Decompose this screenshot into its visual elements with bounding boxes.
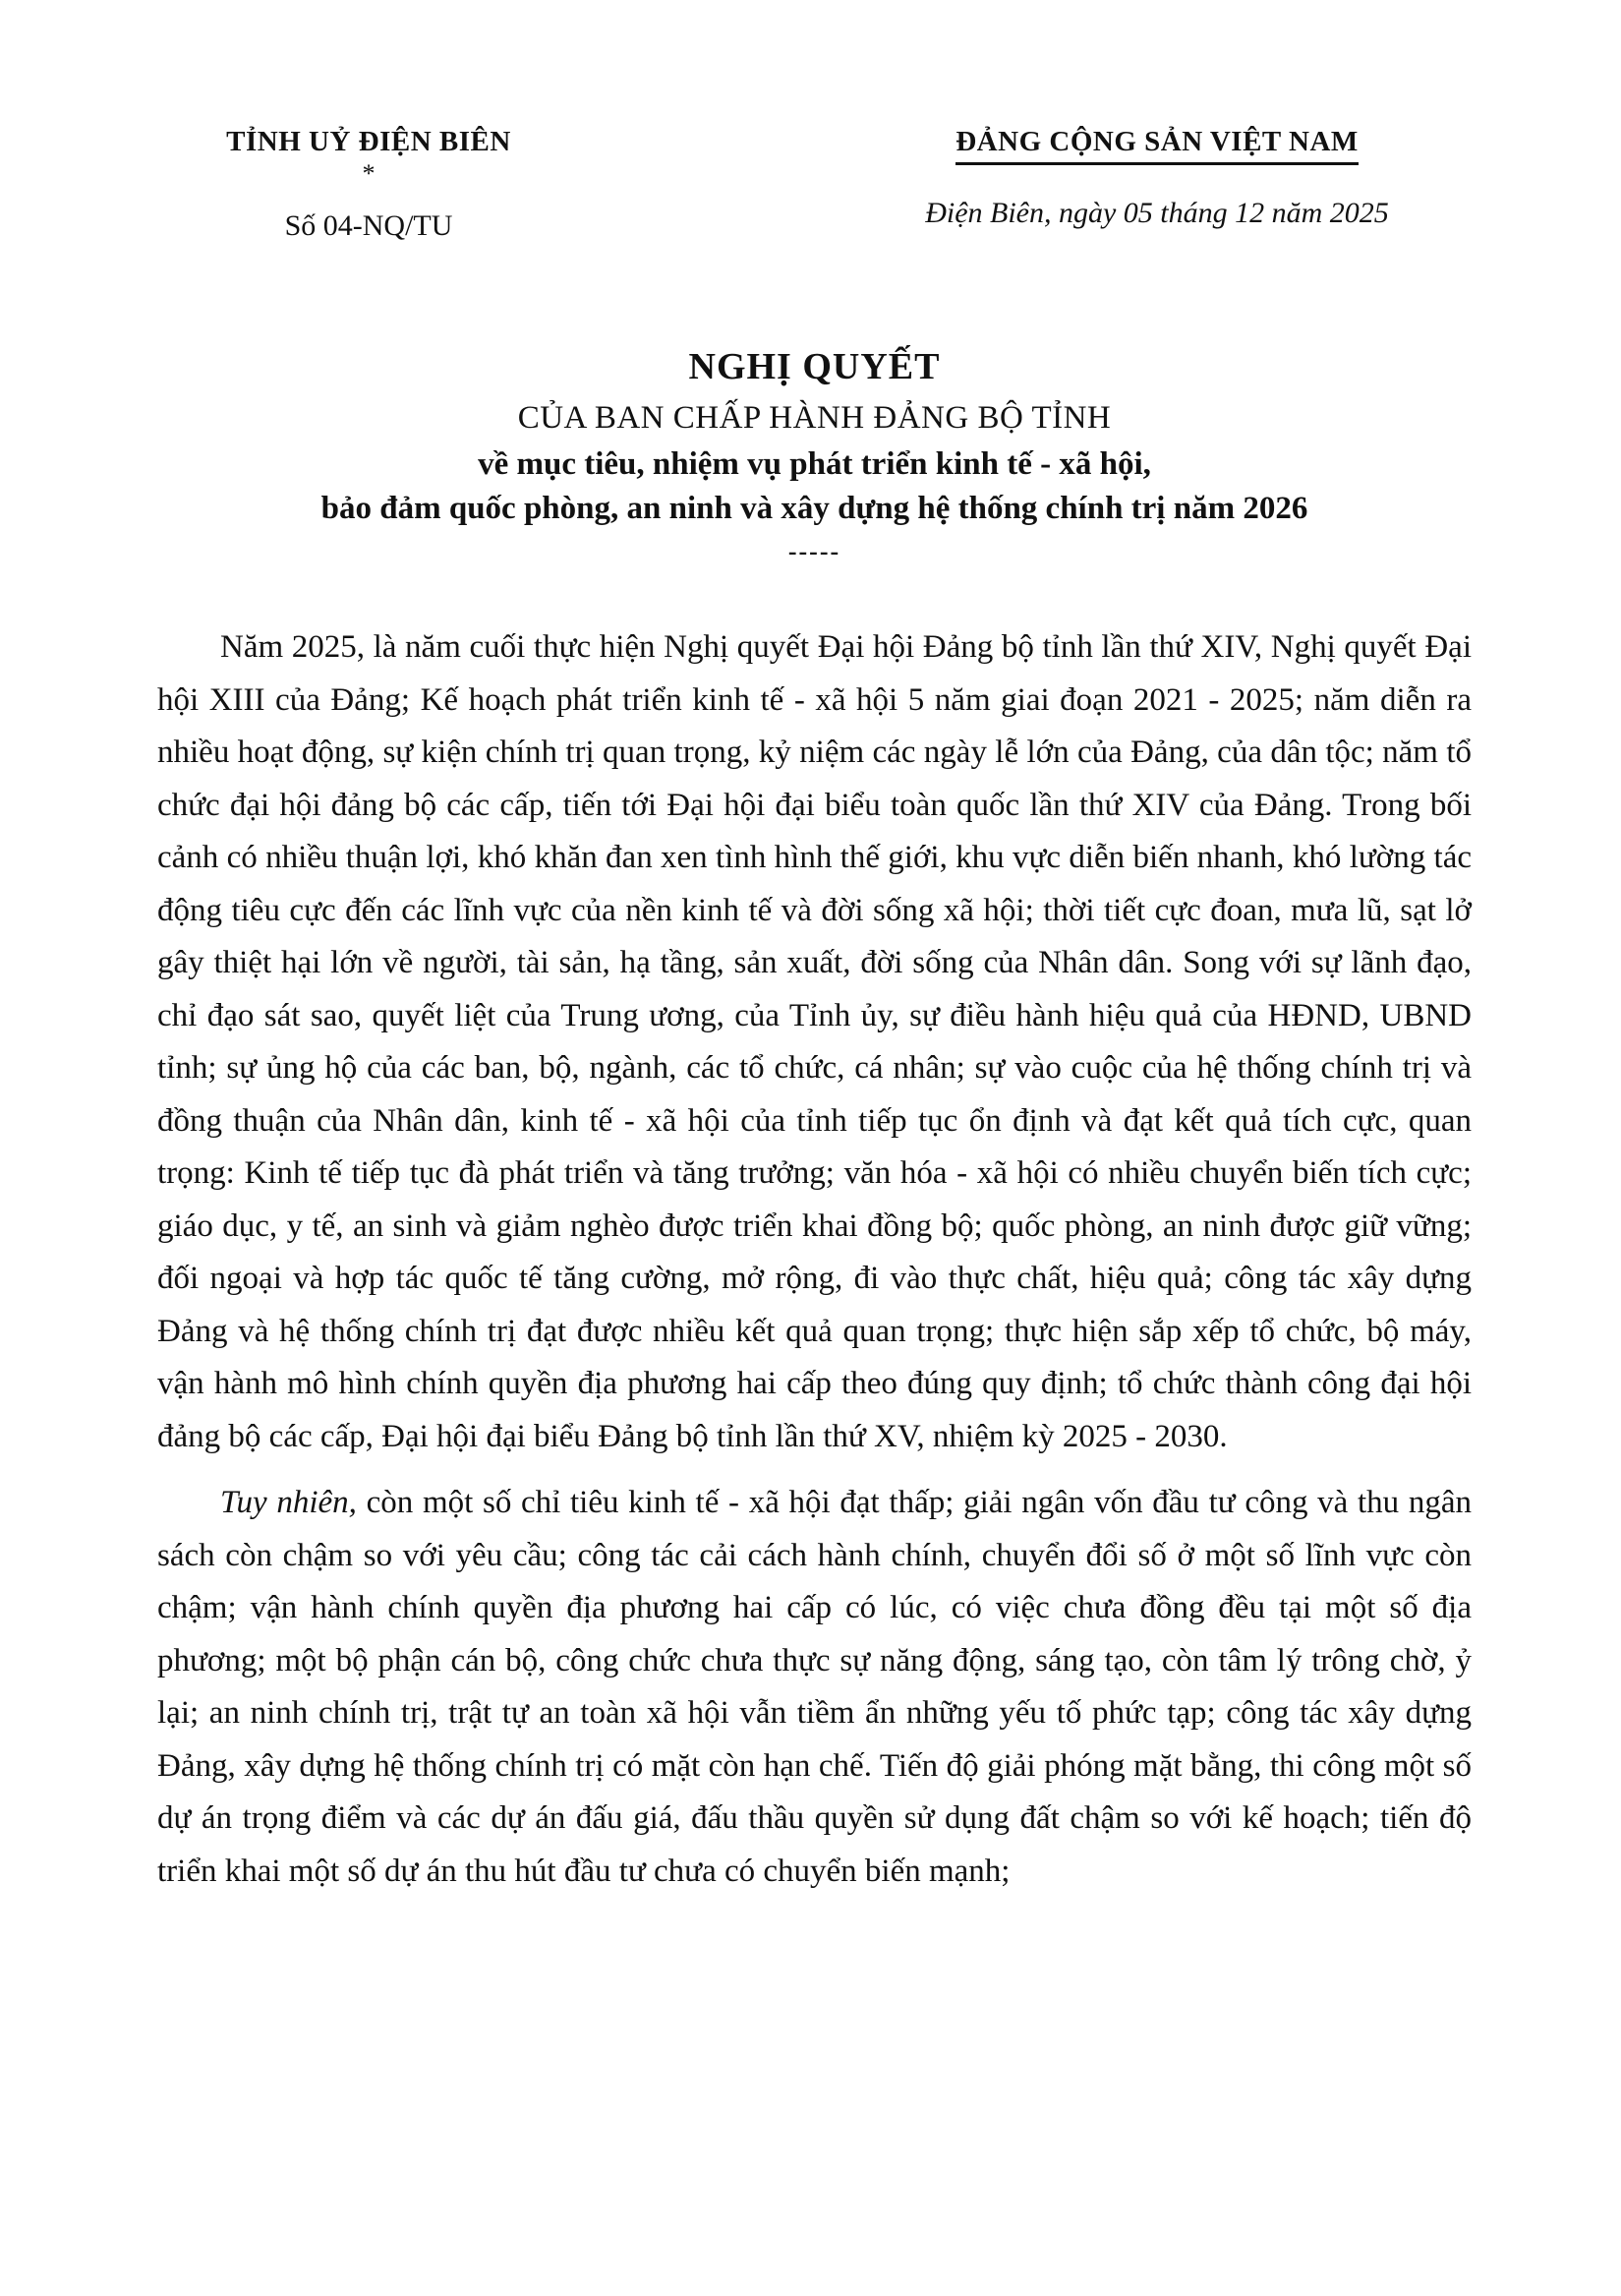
- issuing-authority-name: TỈNH UỶ ĐIỆN BIÊN: [226, 126, 511, 157]
- star-separator: *: [362, 159, 376, 188]
- national-motto-block: [842, 126, 1472, 230]
- paragraph-2-italic-lead: Tuy nhiên,: [220, 1485, 357, 1520]
- place-and-date: Điện Biên, ngày 05 tháng 12 năm 2025: [925, 197, 1389, 229]
- subject-line-1: về mục tiêu, nhiệm vụ phát triển kinh tế - xã hội,: [478, 446, 1151, 482]
- document-body: [157, 621, 1472, 1898]
- document-number: Số 04-NQ/TU: [284, 209, 453, 242]
- body-paragraph-1: Năm 2025, là năm cuối thực hiện Nghị quyết Đại hội Đảng bộ tỉnh lần thứ XIV, Nghị quyết Đại hội XIII của Đảng; Kế hoạch phát triển kinh tế - xã hội 5 năm giai đoạn 2021 - 2025; năm diễn ra nhiều hoạt động, sự kiện chính trị quan trọng, kỷ niệm các ngày lễ lớn của Đảng, của dân tộc; năm tổ chức đại hội đảng bộ các cấp, tiến tới Đại hội đại biểu toàn quốc lần thứ XIV của Đảng. Trong bối cảnh có nhiều thuận lợi, khó khăn đan xen tình hình thế giới, khu vực diễn biến nhanh, khó lường tác động tiêu cực đến các lĩnh vực của nền kinh tế và đời sống xã hội; thời tiết cực đoan, mưa lũ, sạt lở gây thiệt hại lớn về người, tài sản, hạ tầng, sản xuất, đời sống của Nhân dân. Song với sự lãnh đạo, chỉ đạo sát sao, quyết liệt của Trung ương, của Tỉnh ủy, sự điều hành hiệu quả của HĐND, UBND tỉnh; sự ủng hộ của các ban, bộ, ngành, các tổ chức, cá nhân; sự vào cuộc của hệ thống chính trị và đồng thuận của Nhân dân, kinh tế - xã hội của tỉnh tiếp tục ổn định và đạt kết quả tích cực, quan trọng: Kinh tế tiếp tục đà phát triển và tăng trưởng; văn hóa - xã hội có nhiều chuyển biến tích cực; giáo dục, y tế, an sinh và giảm nghèo được triển khai đồng bộ; quốc phòng, an ninh được giữ vững; đối ngoại và hợp tác quốc tế tăng cường, mở rộng, đi vào thực chất, hiệu quả; công tác xây dựng Đảng và hệ thống chính trị đạt được nhiều kết quả quan trọng; thực hiện sắp xếp tổ chức, bộ máy, vận hành mô hình chính quyền địa phương hai cấp theo đúng quy định; tổ chức thành công đại hội đảng bộ các cấp, Đại hội đại biểu Đảng bộ tỉnh lần thứ XV, nhiệm kỳ 2025 - 2030.: [157, 629, 1472, 1454]
- title-separator-dashes: -----: [787, 537, 841, 565]
- document-type-title: NGHỊ QUYẾT: [688, 346, 941, 387]
- document-title-block: [157, 345, 1472, 566]
- issuing-body-subtitle: CỦA BAN CHẤP HÀNH ĐẢNG BỘ TỈNH: [517, 400, 1112, 436]
- party-name: ĐẢNG CỘNG SẢN VIỆT NAM: [955, 126, 1359, 165]
- document-header: [157, 126, 1472, 243]
- paragraph-2-text: còn một số chỉ tiêu kinh tế - xã hội đạt thấp; giải ngân vốn đầu tư công và thu ngân sách còn chậm so với yêu cầu; công tác cải cách hành chính, chuyển đổi số ở một số lĩnh vực còn chậm; vận hành chính quyền địa phương hai cấp có lúc, có việc chưa đồng đều tại một số địa phương; một bộ phận cán bộ, công chức chưa thực sự năng động, sáng tạo, còn tâm lý trông chờ, ỷ lại; an ninh chính trị, trật tự an toàn xã hội vẫn tiềm ẩn những yếu tố phức tạp; công tác xây dựng Đảng, xây dựng hệ thống chính trị có mặt còn hạn chế. Tiến độ giải phóng mặt bằng, thi công một số dự án trọng điểm và các dự án đấu giá, đấu thầu quyền sử dụng đất chậm so với kế hoạch; tiến độ triển khai một số dự án thu hút đầu tư chưa có chuyển biến mạnh;: [157, 1485, 1472, 1889]
- body-paragraph-2: [157, 1477, 1472, 1898]
- issuing-authority-block: [157, 126, 580, 243]
- subject-line-2: bảo đảm quốc phòng, an ninh và xây dựng hệ thống chính trị năm 2026: [320, 491, 1308, 526]
